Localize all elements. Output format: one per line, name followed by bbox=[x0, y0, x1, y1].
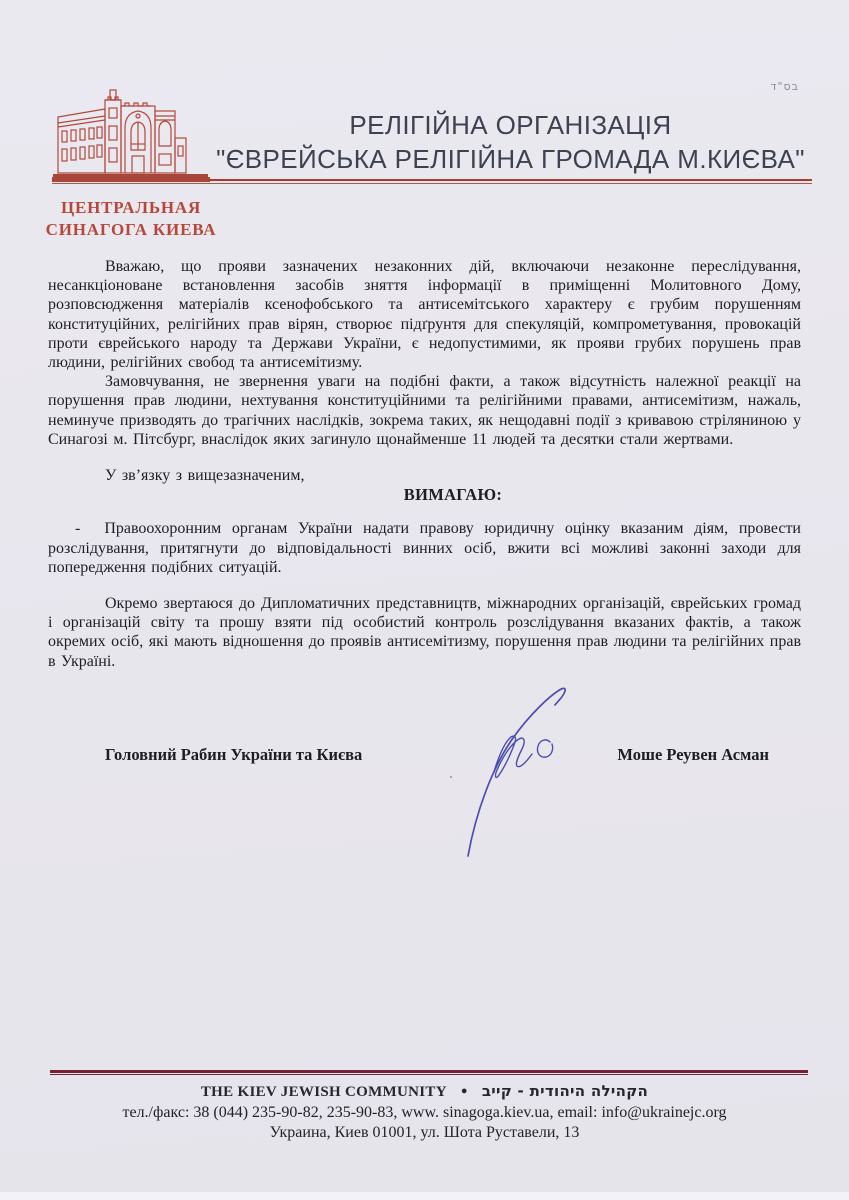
scan-bottom-edge bbox=[0, 1192, 849, 1200]
demand-list-item bbox=[48, 519, 801, 577]
demand-item-marker: - bbox=[75, 520, 81, 538]
paragraph-1: Вважаю, що прояви зазначених незаконних дій, включаючи незаконне переслідування, несанкціоноване встановлення засобів зняття інформації в приміщенні Молитовного Дому, розповсюдження матеріалів ксенофобського та антисемітського характеру є грубим порушенням конституційних, релігійних прав вірян, створює підґрунтя для спекуляцій, компрометування, провокацій проти єврейського народу та Держави України, є недопустимими, як прояви грубих порушень прав людини, релігійних свобод та антисемітизму. bbox=[48, 258, 801, 372]
org-title-line1: РЕЛІГІЙНА ОРГАНІЗАЦІЯ bbox=[349, 110, 672, 140]
letter-body bbox=[48, 257, 801, 671]
footer-address-line: Украина, Киев 01001, ул. Шота Руставели, 13 bbox=[269, 1124, 580, 1141]
demand-item-text: Правоохоронним органам України надати правову юридичну оцінку вказаним діям, провести розслідування, притягнути до відповідальності винних осіб, вжити всі можливі законні заходи для попередження подібних ситуацій. bbox=[48, 520, 801, 576]
signature-row bbox=[48, 745, 801, 765]
signer-title: Головний Рабин України та Києва bbox=[105, 745, 363, 764]
signer-name: Моше Реувен Асман bbox=[617, 745, 769, 764]
handwritten-signature-icon bbox=[438, 680, 588, 865]
demand-heading: ВИМАГАЮ: bbox=[403, 485, 503, 505]
paragraph-2: Замовчування, не звернення уваги на подібні факти, а також відсутність належної реакції на порушення прав людини, нехтування конституційними та релігійними правами, антисемітизм, нажаль, неминуче призводять до трагічних наслідків, зокрема таких, як нещодавні події з кривавою стріляниною у Синагозі м. Пітсбург, внаслідок яких загинуло щонайменше 11 людей та десятки стали жертвами. bbox=[48, 373, 801, 448]
paragraph-3: У зв’язку з вищезазначеним, bbox=[105, 467, 305, 485]
footer-community-line bbox=[0, 1082, 849, 1101]
footer-contacts-line: тел./факс: 38 (044) 235-90-82, 235-90-83, www. sinagoga.kiev.ua, email: info@ukrainejc.org bbox=[122, 1104, 727, 1121]
bsd-hebrew-mark: בס"ד bbox=[770, 80, 799, 93]
logo-caption-line1: ЦЕНТРАЛЬНАЯ bbox=[60, 198, 202, 217]
community-name-hebrew: הקהילה היהודית - קייב bbox=[481, 1082, 649, 1100]
organization-title bbox=[198, 108, 823, 176]
logo-base-bar bbox=[52, 177, 210, 182]
closing-paragraph: Окремо звертаюся до Дипломатичних представництв, міжнародних організацій, єврейських громад і організацій світу та прошу взяти під особистий контроль розслідування вказаних фактів, а також окремих осіб, які мають відношення до проявів антисемітизму, порушення прав людини та релігійних прав в Україні. bbox=[48, 595, 801, 670]
synagogue-building-icon bbox=[53, 86, 208, 182]
header-divider-rule bbox=[52, 179, 812, 184]
footer-divider-rule bbox=[50, 1070, 808, 1075]
logo-caption-line2: СИНАГОГА КИЕВА bbox=[45, 220, 217, 239]
bullet-separator-icon: ● bbox=[460, 1085, 468, 1097]
org-title-line2: "ЄВРЕЙСЬКА РЕЛІГІЙНА ГРОМАДА М.КИЄВА" bbox=[216, 144, 805, 174]
community-name-en: THE KIEV JEWISH COMMUNITY bbox=[200, 1084, 447, 1100]
logo-caption bbox=[36, 197, 226, 241]
